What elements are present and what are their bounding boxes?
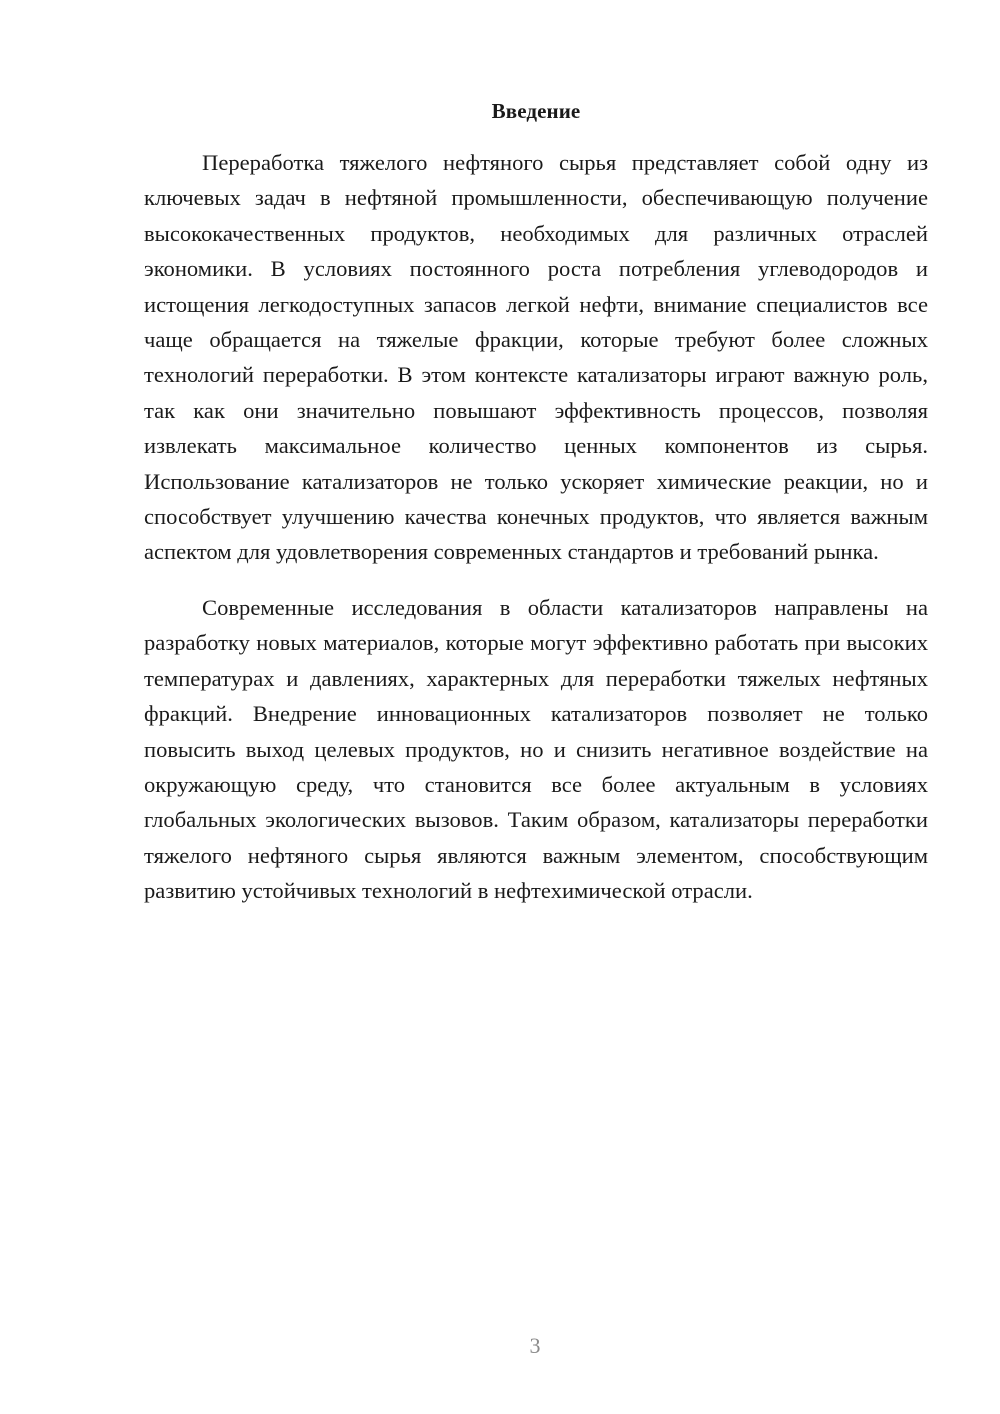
page-number: 3 bbox=[529, 1333, 541, 1358]
section-heading: Введение bbox=[491, 99, 581, 123]
paragraph-2: Современные исследования в области катализаторов направлены на разработку новых материалов, которые могут эффективно работать при высоких температурах и давлениях, характерных для переработки тяжелых нефтяных фракций. Внедрение инновационных катализаторов позволяет не только повысить выход целевых продуктов, но и снизить негативное воздействие на окружающую среду, что становится все более актуальным в условиях глобальных экологических вызовов. Таким образом, катализаторы переработки тяжелого нефтяного сырья являются важным элементом, способствующим развитию устойчивых технологий в нефтехимической отрасли. bbox=[144, 594, 928, 904]
paragraph-1: Переработка тяжелого нефтяного сырья представляет собой одну из ключевых задач в нефтяной промышленности, обеспечивающую получение высококачественных продуктов, необходимых для различных отраслей экономики. В условиях постоянного роста потребления углеводородов и истощения легкодоступных запасов легкой нефти, внимание специалистов все чаще обращается на тяжелые фракции, которые требуют более сложных технологий переработки. В этом контексте катализаторы играют важную роль, так как они значительно повышают эффективность процессов, позволяя извлекать максимальное количество ценных компонентов из сырья. Использование катализаторов не только ускоряет химические реакции, но и способствует улучшению качества конечных продуктов, что является важным аспектом для удовлетворения современных стандартов и требований рынка. bbox=[144, 150, 928, 565]
page-content bbox=[144, 95, 928, 909]
